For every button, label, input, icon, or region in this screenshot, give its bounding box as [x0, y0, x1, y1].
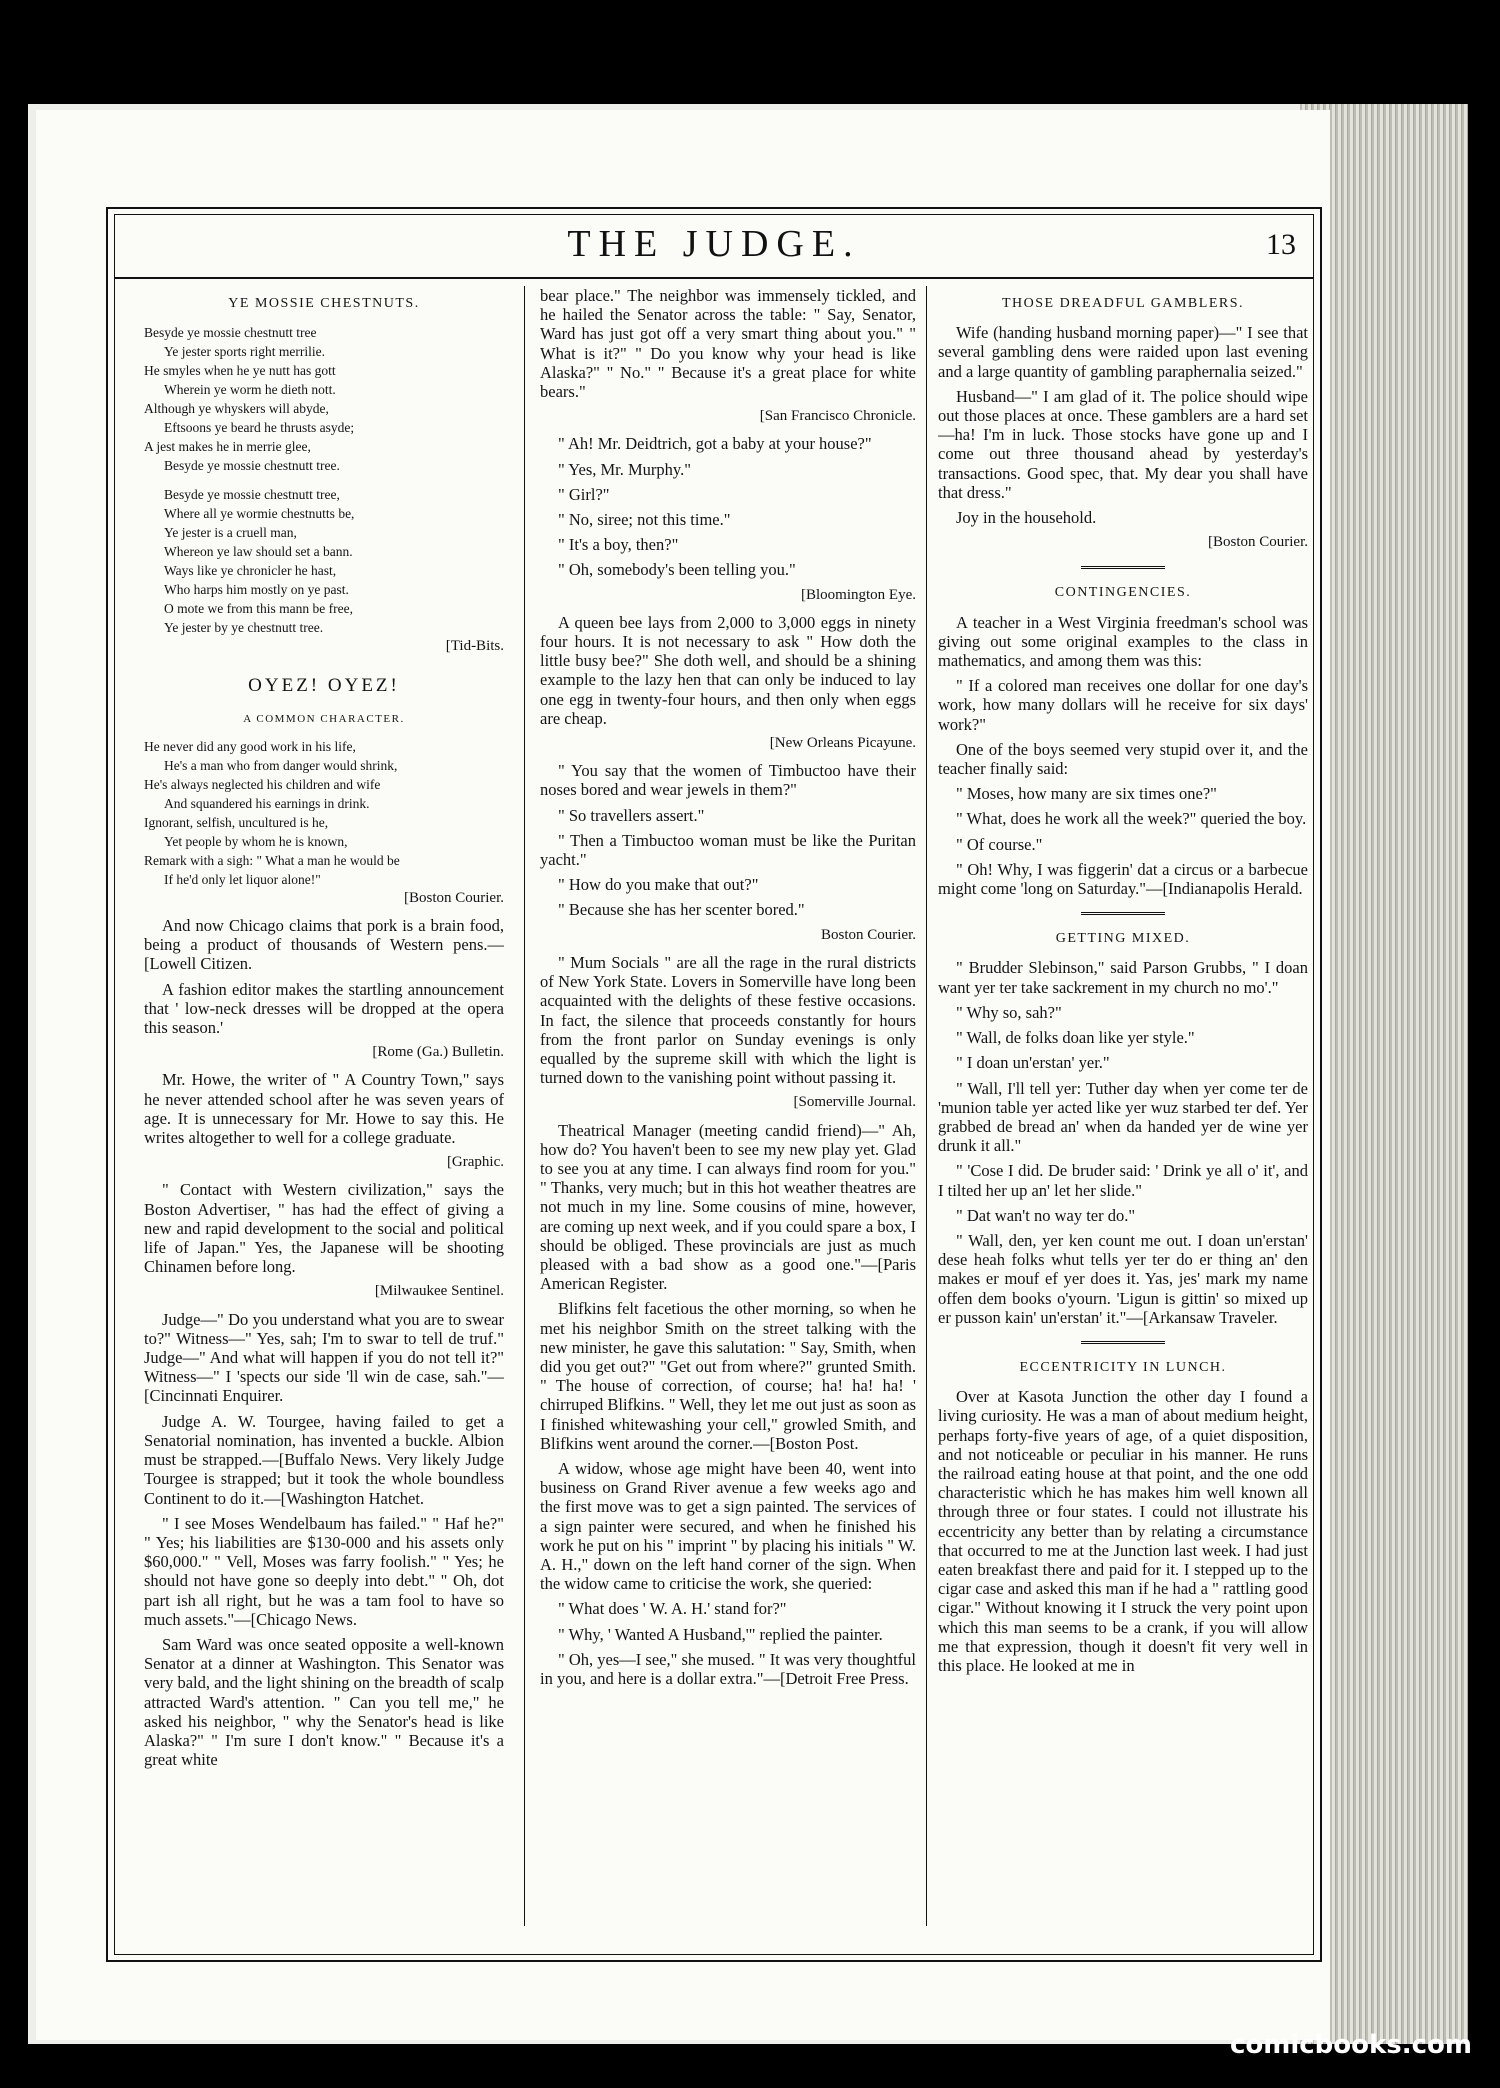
news-item: " What, does he work all the week?" queried the boy. [956, 809, 1307, 829]
dialogue-line: " Oh, yes—I see," she mused. " It was very thoughtful in you, and here is a dollar extra."—[Detroit Free Press. [540, 1649, 916, 1688]
poem-line: He never did any good work in his life, [144, 738, 356, 754]
news-item: " Moses, how many are six times one?" [956, 784, 1217, 804]
poem-line: Eftsoons ye beard he thrusts asyde; [164, 420, 355, 436]
poem-line: Besyde ye mossie chestnutt tree [144, 325, 317, 341]
poem-line: If he'd only let liquor alone!" [164, 871, 321, 887]
news-item: " Wall, de folks doan like yer style." [956, 1028, 1195, 1048]
dialogue-line: " You say that the women of Timbuctoo have their noses bored and wear jewels in them?" [540, 761, 916, 800]
poem-line: Whereon ye law should set a bann. [164, 544, 353, 560]
section-divider [1081, 566, 1165, 569]
section-subtitle: A COMMON CHARACTER. [243, 712, 405, 725]
poem-line: O mote we from this mann be free, [164, 601, 353, 617]
news-item: Husband—" I am glad of it. The police should wipe out those places at once. These gamblers are a hard set—ha! I'm in luck. Those stocks have gone up and I come out three thousand ahead by yesterday's transactions. Good spec, that. My dear you shall have that dress." [938, 386, 1308, 502]
column-3 [938, 286, 1308, 1926]
poem-line: Besyde ye mossie chestnutt tree. [164, 458, 340, 474]
news-item: " Why so, sah?" [956, 1002, 1062, 1022]
poem-line: Ways like ye chronicler he hast, [164, 563, 337, 579]
poem-line: A jest makes he in merrie glee, [144, 439, 311, 455]
source-credit: [Milwaukee Sentinel. [374, 1283, 504, 1300]
news-item: Theatrical Manager (meeting candid friend)—" Ah, how do? You haven't been to see my new play yet. Glad to see you at any time. I can always find room for you." " Thanks, very much; but in this hot weather theatres are not much in my line. Some cousins of mine, however, are coming up next week, and if you could spare a box, I should be obliged. These provincials are just as much pleased with a bad show as a good one."—[Paris American Register. [540, 1120, 916, 1294]
masthead-rule [114, 277, 1314, 279]
news-item: " Oh! Why, I was figgerin' dat a circus or a barbecue might come 'long on Saturday."—[Indianapolis Herald. [938, 859, 1308, 899]
source-credit: [Boston Courier. [404, 889, 504, 906]
source-credit: Boston Courier. [820, 926, 916, 943]
news-item: A widow, whose age might have been 40, went into business on Grand River avenue a few weeks ago and the first move was to get a sign painted. The services of a sign painter were secured, and when he finished his work he put on his " imprint " by placing his initials " W. A. H.," down on the left hand corner of the sign. When the widow came to criticise the work, she queried: [540, 1458, 916, 1594]
poem-line: Where all ye wormie chestnutts be, [164, 506, 355, 522]
source-credit: [Boston Courier. [1208, 534, 1308, 551]
poem-line: Ignorant, selfish, uncultured is he, [144, 814, 329, 830]
news-item: " I doan un'erstan' yer." [956, 1053, 1110, 1073]
news-item: And now Chicago claims that pork is a brain food, being a product of thousands of Western pens.—[Lowell Citizen. [144, 916, 504, 974]
poem-verse [144, 737, 504, 889]
poem-line: Ye jester sports right merrilie. [164, 344, 325, 360]
poem-line: He's always neglected his children and wife [144, 776, 381, 792]
news-item: " Mum Socials " are all the rage in the rural districts of New York State. Lovers in Somerville have long been acquainted with the delights of these festive occasions. In fact, the silence that proceeds constantly for hours from the front parlor on Sunday evenings is only equalled by the supreme skill with which the light is turned down to the vanishing point without passing it. [540, 952, 916, 1088]
source-credit: [Somerville Journal. [793, 1094, 916, 1111]
dialogue-line: " Girl?" [558, 484, 610, 504]
poem-line: Remark with a sigh: " What a man he would be [144, 852, 400, 868]
poem-line: He's a man who from danger would shrink, [164, 757, 398, 773]
column-2 [540, 286, 916, 1926]
news-item: " Brudder Slebinson," said Parson Grubbs, " I doan want yer ter take sackrement in my church no mo'." [938, 958, 1308, 997]
poem-line: Although ye whyskers will abyde, [144, 401, 329, 417]
news-item: Sam Ward was once seated opposite a well-known Senator at a dinner at Washington. This Senator was very bald, and the light shining on the breadth of scalp attracted Ward's attention. " Can you tell me," he asked his neighbor, " why the Senator's head is like Alaska?" " I'm sure I don't know." " Because it's a great white [144, 1634, 504, 1770]
article-title: CONTINGENCIES. [1054, 585, 1192, 601]
section-title: OYEZ! OYEZ! [248, 675, 400, 697]
watermark-text: comicbooks.com [1229, 2030, 1472, 2060]
section-divider [1081, 1341, 1165, 1344]
column-rule-1 [524, 286, 525, 1926]
article-title: YE MOSSIE CHESTNUTS. [228, 296, 420, 311]
dialogue-line: " So travellers assert." [558, 805, 705, 825]
poem-line: He smyles when he ye nutt has gott [144, 363, 336, 379]
news-item: A teacher in a West Virginia freedman's school was giving out some original examples to the class in mathematics, and among them was this: [938, 612, 1308, 671]
source-credit: [Bloomington Eye. [801, 586, 916, 603]
news-item: A fashion editor makes the startling announcement that ' low-neck dresses will be dropped at the opera this season.' [144, 979, 504, 1038]
dialogue-line: " Why, ' Wanted A Husband,'" replied the painter. [558, 1624, 883, 1644]
article-title: ECCENTRICITY IN LUNCH. [1019, 1359, 1227, 1375]
news-item: " Contact with Western civilization," says the Boston Advertiser, " has had the effect of giving a new and rapid development to the social and political life of Japan." Yes, the Japanese will be shooting Chinamen before long. [144, 1180, 504, 1277]
poem-line: And squandered his earnings in drink. [164, 795, 370, 811]
dialogue-line: " Then a Timbuctoo woman must be like the Puritan yacht." [540, 830, 916, 870]
news-item: A queen bee lays from 2,000 to 3,000 eggs in ninety four hours. It is not necessary to ask " How doth the little busy bee?" She doth well, and should be a shining example to the lazy hen that can only be induced to lay one egg in twenty-four hours, and then only when eggs are cheap. [540, 612, 916, 728]
source-credit: [Graphic. [446, 1154, 504, 1171]
news-item: One of the boys seemed very stupid over it, and the teacher finally said: [938, 739, 1308, 779]
news-item: Mr. Howe, the writer of " A Country Town," says he never attended school after he was seven years of age. It is unnecessary for Mr. Howe to say this. He writes altogether to well for a college graduate. [144, 1070, 504, 1148]
dialogue-line: " Oh, somebody's been telling you." [558, 560, 796, 580]
news-item: " Wall, I'll tell yer: Tuther day when yer come ter de 'munion table yer acted like yer wuz starbed ter def. Yer grabbed de bread an' when da handed yer de wine yer drunk it all." [938, 1078, 1308, 1156]
dialogue-line: " How do you make that out?" [558, 875, 759, 895]
dialogue-line: " What does ' W. A. H.' stand for?" [558, 1599, 787, 1619]
news-item: " Wall, den, yer ken count me out. I doan un'erstan' dese heah folks whut tells yer ter do er thing an' den makes er mouf ef yer does it. Yas, jes' mark my name offen dem books o'yourn. 'Ligun is gittin' so mixed up er pusson kain' un'erstan' it."—[Arkansaw Traveler. [938, 1230, 1308, 1327]
news-item: " If a colored man receives one dollar for one day's work, how many dollars will he receive for six days' work?" [938, 676, 1308, 734]
source-credit: [New Orleans Picayune. [769, 735, 916, 752]
news-item: Wife (handing husband morning paper)—" I see that several gambling dens were raided upon last evening and a large quantity of gambling paraphernalia seized." [938, 323, 1308, 381]
news-item: Judge—" Do you understand what you are to swear to?" Witness—" Yes, sah; I'm to swar to tell de truf." Judge—" And what will happen if you do not tell it?" Witness—" I 'spects our side 'll win de case, sah."—[Cincinnati Enquirer. [144, 1309, 504, 1406]
news-item: " I see Moses Wendelbaum has failed." " Haf he?" " Yes; his liabilities are $130-000 and his assets only $60,000." " Vell, Moses was farry foolish." " Yes; he should not have gone so deeply into debt." " Oh, dot part ish all right, but he was a tam fool to have so much assets."—[Chicago News. [144, 1513, 504, 1629]
news-item: Joy in the household. [956, 508, 1097, 528]
article-title: THOSE DREADFUL GAMBLERS. [1002, 296, 1244, 311]
page-number: 13 [1266, 228, 1296, 261]
section-divider [1081, 912, 1165, 915]
news-item: " 'Cose I did. De bruder said: ' Drink ye all o' it', and I tilted her up an' let her slide." [938, 1161, 1308, 1200]
poem-verse [144, 323, 504, 637]
column-rule-2 [926, 286, 927, 1926]
poem-line: Who harps him mostly on ye past. [164, 582, 349, 598]
article-title: GETTING MIXED. [1055, 931, 1191, 947]
dialogue-line: " No, siree; not this time." [558, 510, 731, 530]
poem-line: Ye jester by ye chestnutt tree. [164, 620, 324, 636]
news-item: Judge A. W. Tourgee, having failed to get a Senatorial nomination, has invented a buckle. Albion must be strapped.—[Buffalo News. Very likely Judge Tourgee is strapped; but it took the whole boundless Continent to do it.—[Washington Hatchet. [144, 1411, 504, 1508]
column-1 [144, 286, 504, 1926]
poem-line: Wherein ye worm he dieth nott. [164, 382, 336, 398]
source-credit: [Rome (Ga.) Bulletin. [372, 1044, 504, 1061]
news-item: Over at Kasota Junction the other day I found a living curiosity. He was a man of about medium height, perhaps forty-five years of age, of a quiet disposition, and not noticeable or peculiar in his manner. He runs the railroad eating house at that point, and the one odd characteristic which he has makes him well known all through three or four states. I could not illustrate his eccentricity any better than by relating a circumstance that occurred to me at the Junction last week. I had just eaten breakfast there and paid for it. I stepped up to the cigar case and asked this man if he had a " rattling good cigar." Without knowing it I struck the very point upon which this man seems to be a crank, if you will allow me that expression, though it doesn't fit very well in this place. He looked at me in [938, 1387, 1308, 1675]
poem-line: Besyde ye mossie chestnutt tree, [164, 487, 340, 503]
dialogue-line: " Yes, Mr. Murphy." [558, 459, 691, 479]
news-item: bear place." The neighbor was immensely tickled, and he hailed the Senator across the table: " Say, Senator, Ward has just got off a very smart thing about you." " What is it?" " Do you know why your head is like Alaska?" " No." " Because it's a great place for white bears." [540, 286, 916, 402]
news-item: Blifkins felt facetious the other morning, so when he met his neighbor Smith on the street talking with the new minister, he gave this salutation: " Say, Smith, when did you get out?" "Get out from where?" grunted Smith. " The house of correction, of course; ha! ha! ha! ' chirruped Blifkins. " Well, they let me out just as soon as I finished whitewashing your cell," growled Smith, and Blifkins went around the corner.—[Boston Post. [540, 1299, 916, 1453]
source-credit: [Tid-Bits. [445, 638, 504, 655]
news-item: " Dat wan't no way ter do." [956, 1205, 1136, 1225]
news-item: " Of course." [956, 834, 1043, 854]
poem-line: Yet people by whom he is known, [164, 833, 348, 849]
dialogue-line: " Ah! Mr. Deidtrich, got a baby at your house?" [558, 434, 872, 454]
dialogue-line: " Because she has her scenter bored." [558, 900, 805, 920]
poem-line: Ye jester is a cruell man, [164, 525, 297, 541]
dialogue-line: " It's a boy, then?" [558, 535, 679, 555]
masthead-title: THE JUDGE. [567, 223, 861, 265]
source-credit: [San Francisco Chronicle. [759, 408, 916, 425]
